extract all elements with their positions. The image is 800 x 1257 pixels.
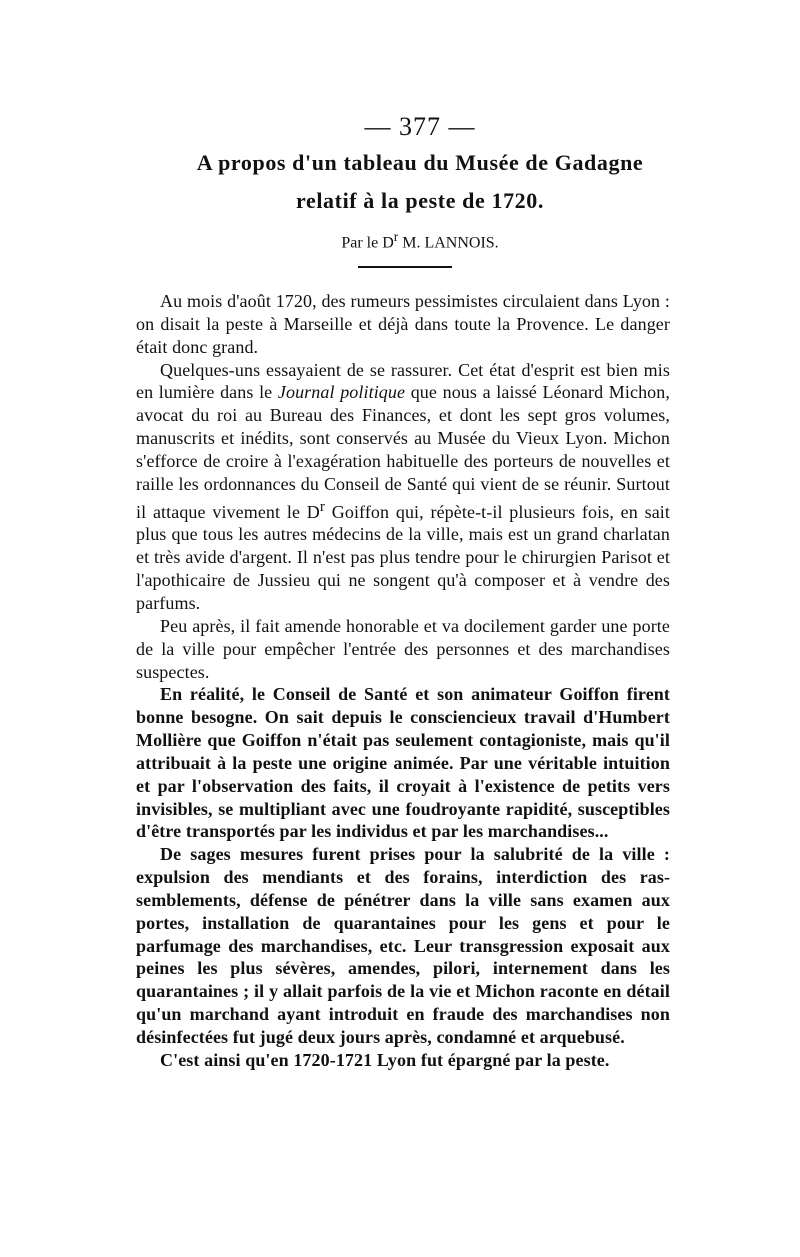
paragraph-5: De sages mesures furent prises pour la salubrité de la ville : expulsion des mendiants et des forains, interdiction des rassemblements, défense de pénétrer dans la ville sans examen aux portes, installation de quarantaines pour les gens et pour le parfumage des marchandises, etc. Leur transgression exposait aux peines les plus sévères, amendes, pilori, internement dans les quarantaines ; il y allait parfois de la vie et Michon raconte en détail qu'un marchand ayant introduit en fraude des marchandises non désinfectées fut jugé deux jours après, condamné et arquebusé. (136, 844, 670, 1047)
journal-title: Journal politique (277, 382, 406, 403)
author-prefix: Par le D (341, 234, 394, 252)
author-byline (230, 229, 610, 252)
article-title-line-1: A propos d'un tableau du Musée de Gadagne (196, 150, 644, 175)
paragraph-4: En réalité, le Conseil de Santé et son animateur Goiffon firent bonne besogne. On sait depuis le consciencieux travail d'Humbert Mollière que Goiffon n'était pas seulement contagioniste, mais qu'il attribuait à la peste une origine animée. Par une véritable intuition et par l'observation des faits, il croyait à l'existence de petits vers invisibles, se multipliant avec une foudroyante rapidité, susceptibles d'être transportés par les individus et par les marchandises... (136, 684, 670, 842)
paragraph-1: Au mois d'août 1720, des rumeurs pessimistes circulaient dans Lyon : on disait la peste à Marseille et déjà dans toute la Provence. Le danger était donc grand. (136, 291, 670, 357)
author-title-superscript: r (393, 229, 399, 244)
paragraph-2 (136, 359, 670, 615)
paragraph-6: C'est ainsi qu'en 1720-1721 Lyon fut épargné par la peste. (160, 1049, 610, 1070)
paragraph-2-part-c: Goiffon qui, répète-t-il plusieurs fois, en sait plus que tous les autres médecins de la ville, mais est un grand charlatan et très avide d'argent. Il n'est pas plus tendre pour le chirurgien Parisot et l'apothicaire de Jussieu qui ne songent qu'à composer et à vendre des parfums. (136, 501, 670, 613)
paragraph-2-part-a: Quelques-uns essayaient de se rassurer. Cet état d'esprit est bien mis en lumière dans le (136, 359, 670, 403)
article-body (136, 290, 670, 1072)
article-title-line-2: relatif à la peste de 1720. (296, 188, 544, 213)
paragraph-3: Peu après, il fait amende honorable et va docilement garder une porte de la ville pour empêcher l'entrée des personnes et des marchandises suspectes. (136, 615, 670, 682)
doctor-superscript: r (319, 498, 326, 515)
paragraph-2-part-b: que nous a laissé Léonard Michon, avocat du roi au Bureau des Finances, et dont les sept gros volumes, manuscrits et inédits, sont conservés au Musée du Vieux Lyon. Michon s'efforce de croire à l'exagération habituelle des porteurs de nouvelles et raille les ordonnances du Conseil de Santé qui vient de se réunir. Surtout il attaque vivement le D (136, 382, 670, 522)
author-name: M. LANNOIS. (398, 234, 499, 252)
page-number: — 377 — (364, 112, 476, 141)
title-divider-rule (358, 266, 452, 268)
